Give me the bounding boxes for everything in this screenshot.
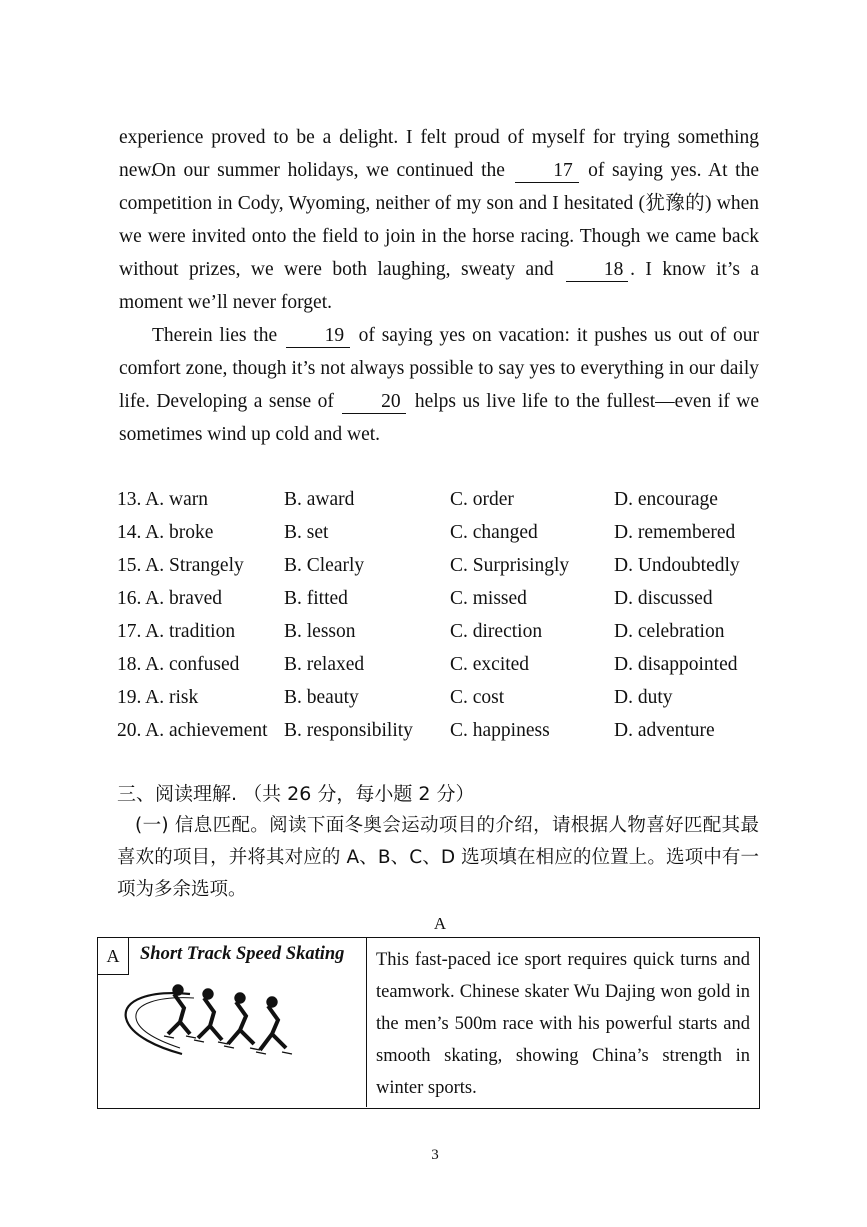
option-d: D. disappointed [614, 654, 738, 675]
passage-text: of saying yes. At the competition in Cody, Wyoming, neither of my son and I hesitated (犹豫的) when we were invited onto the field to join in the horse racing. Though we came back without prizes, we were both laughing, sweaty and [119, 160, 759, 280]
option-row-13 [117, 483, 777, 516]
option-a: 20. A. achievement [117, 720, 268, 741]
option-row-19 [117, 681, 777, 714]
passage-text: helps us live life to the fullest—even if we sometimes wind up cold and wet. [119, 391, 760, 445]
passage-paragraph-2 [119, 154, 759, 319]
option-b: B. fitted [284, 588, 348, 609]
option-a: 19. A. risk [117, 687, 199, 708]
option-c: C. happiness [450, 720, 550, 741]
passage-paragraph-3 [119, 319, 759, 451]
option-row-18 [117, 648, 777, 681]
page-number: 3 [431, 1147, 439, 1163]
option-b: B. relaxed [284, 654, 365, 675]
option-d: D. celebration [614, 621, 725, 642]
option-b: B. award [284, 489, 355, 510]
option-row-17 [117, 615, 777, 648]
section-heading: 三、阅读理解. （共 26 分，每小题 2 分） [117, 783, 475, 805]
option-c: C. direction [450, 621, 543, 642]
option-d: D. remembered [614, 522, 736, 543]
passage-text: . I know it’s a moment we’ll never forget. [119, 259, 759, 313]
blank-18: 18 [566, 259, 628, 282]
option-row-16 [117, 582, 777, 615]
option-c: C. changed [450, 522, 538, 543]
option-b: B. responsibility [284, 720, 413, 741]
option-a: 13. A. warn [117, 489, 208, 510]
option-c: C. missed [450, 588, 527, 609]
option-b: B. set [284, 522, 329, 543]
passage-text: On our summer holidays, we continued the [152, 160, 505, 181]
option-d: D. encourage [614, 489, 718, 510]
section-instruction: (一) 信息匹配。阅读下面冬奥会运动项目的介绍，请根据人物喜好匹配其最喜欢的项目，并将其对应的 A、B、C、D 选项填在相应的位置上。选项中有一项为多余选项。 [117, 815, 759, 900]
option-c: C. cost [450, 687, 505, 708]
option-a: 14. A. broke [117, 522, 214, 543]
option-c: C. order [450, 489, 514, 510]
skaters-illustration [120, 982, 330, 1072]
option-row-14 [117, 516, 777, 549]
option-c: C. Surprisingly [450, 555, 570, 576]
option-b: B. lesson [284, 621, 356, 642]
option-a: 18. A. confused [117, 654, 240, 675]
option-b: B. beauty [284, 687, 359, 708]
passage-text: Therein lies the [152, 325, 278, 346]
sport-title: Short Track Speed Skating [140, 944, 345, 964]
option-d: D. adventure [614, 720, 715, 741]
blank-19: 19 [286, 325, 350, 348]
option-row-15 [117, 549, 777, 582]
option-d: D. duty [614, 687, 673, 708]
sport-image-cell [98, 938, 367, 1107]
option-d: D. discussed [614, 588, 713, 609]
blank-17: 17 [515, 160, 579, 183]
option-letter: A [98, 938, 129, 975]
option-a: 17. A. tradition [117, 621, 236, 642]
passage-text: experience proved to be a delight. I felt proud of myself for trying something new. [119, 127, 759, 181]
passage-text: of saying yes on vacation: it pushes us out of our comfort zone, though it’s not always possible to say yes to everything in our daily life. Developing a sense of [119, 325, 760, 412]
option-a: 16. A. braved [117, 588, 223, 609]
sport-description: This fast-paced ice sport requires quick turns and teamwork. Chinese skater Wu Dajing won gold in the men’s 500m race with his powerful starts and smooth skating, showing China’s strength in winter sports. [376, 950, 750, 1098]
option-b: B. Clearly [284, 555, 365, 576]
option-c: C. excited [450, 654, 530, 675]
option-d: D. Undoubtedly [614, 555, 740, 576]
blank-20: 20 [342, 391, 406, 414]
option-a: 15. A. Strangely [117, 555, 244, 576]
sport-table [97, 937, 760, 1109]
option-row-20 [117, 714, 777, 747]
section-label: A [433, 914, 447, 933]
